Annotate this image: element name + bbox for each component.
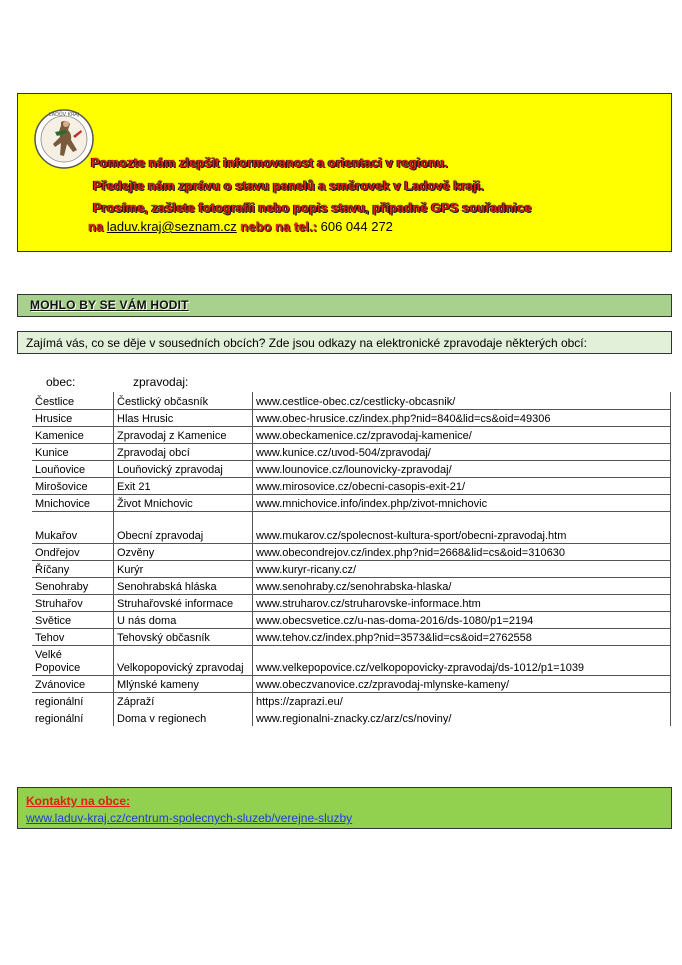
footer-title: Kontakty na obce: bbox=[26, 794, 131, 808]
table-row bbox=[32, 477, 671, 494]
cell-obec: Zvánovice bbox=[32, 675, 114, 692]
cell-obec: Struhařov bbox=[32, 594, 114, 611]
cell-zpravodaj: Senohrabská hláska bbox=[114, 577, 253, 594]
table-row bbox=[32, 594, 671, 611]
banner-line-2: Předejte nám zprávu o stavu panelů a směrovek v Ladově kraji. bbox=[93, 178, 484, 193]
svg-text:LADŮV KRAJ: LADŮV KRAJ bbox=[48, 112, 80, 118]
cell-url[interactable]: www.obeczvanovice.cz/zpravodaj-mlynske-kameny/ bbox=[253, 675, 671, 692]
contacts-footer bbox=[17, 787, 672, 829]
cell-obec: Hrusice bbox=[32, 409, 114, 426]
cell-zpravodaj: Čestlický občasník bbox=[114, 392, 253, 409]
intro-bar bbox=[17, 331, 672, 354]
cell-url[interactable]: www.tehov.cz/index.php?nid=3573&lid=cs&oid=2762558 bbox=[253, 628, 671, 645]
cell-obec: Tehov bbox=[32, 628, 114, 645]
cell-obec: Ondřejov bbox=[32, 543, 114, 560]
contact-phone-label: nebo na tel.: bbox=[240, 219, 317, 234]
cell-url[interactable]: www.cestlice-obec.cz/cestlicky-obcasnik/ bbox=[253, 392, 671, 409]
table-row bbox=[32, 645, 671, 675]
section-title-bar bbox=[17, 294, 672, 317]
cell-url[interactable]: www.regionalni-znacky.cz/arz/cs/noviny/ bbox=[253, 709, 671, 726]
table-row bbox=[32, 692, 671, 709]
cell-zpravodaj: Struhařovské informace bbox=[114, 594, 253, 611]
table-row bbox=[32, 543, 671, 560]
table-row bbox=[32, 628, 671, 645]
ladov-kraj-seal-icon bbox=[33, 108, 95, 170]
table-row bbox=[32, 460, 671, 477]
cell-url[interactable]: www.obecondrejov.cz/index.php?nid=2668&lid=cs&oid=310630 bbox=[253, 543, 671, 560]
cell-obec: Velké Popovice bbox=[32, 645, 114, 675]
cell-obec: Čestlice bbox=[32, 392, 114, 409]
cell-zpravodaj: Život Mnichovic bbox=[114, 494, 253, 511]
cell-zpravodaj: Mlýnské kameny bbox=[114, 675, 253, 692]
table-row bbox=[32, 675, 671, 692]
cell-zpravodaj: U nás doma bbox=[114, 611, 253, 628]
contact-email-link[interactable]: laduv.kraj@seznam.cz bbox=[106, 219, 237, 234]
cell-url[interactable]: www.obeckamenice.cz/zpravodaj-kamenice/ bbox=[253, 426, 671, 443]
cell-url[interactable]: www.lounovice.cz/lounovicky-zpravodaj/ bbox=[253, 460, 671, 477]
cell-zpravodaj: Zpravodaj z Kamenice bbox=[114, 426, 253, 443]
contact-phone-value: 606 044 272 bbox=[320, 219, 393, 234]
cell-url[interactable]: www.kuryr-ricany.cz/ bbox=[253, 560, 671, 577]
cell-url[interactable]: www.obec-hrusice.cz/index.php?nid=840&lid=cs&oid=49306 bbox=[253, 409, 671, 426]
banner-line-1: Pomozte nám zlepšit informovanost a orientaci v regionu. bbox=[91, 155, 448, 170]
cell-zpravodaj: Kurýr bbox=[114, 560, 253, 577]
cell-obec: Kamenice bbox=[32, 426, 114, 443]
cell-url[interactable]: www.velkepopovice.cz/velkopopovicky-zpravodaj/ds-1012/p1=1039 bbox=[253, 645, 671, 675]
table-row bbox=[32, 409, 671, 426]
cell-zpravodaj: Velkopopovický zpravodaj bbox=[114, 645, 253, 675]
cell-obec: Senohraby bbox=[32, 577, 114, 594]
banner-line-3: Prosíme, zašlete fotografii nebo popis stavu, případně GPS souřadnice bbox=[93, 200, 532, 215]
cell-obec: Mnichovice bbox=[32, 494, 114, 511]
cell-obec: Mirošovice bbox=[32, 477, 114, 494]
section-title: MOHLO BY SE VÁM HODIT bbox=[30, 298, 189, 312]
footer-link[interactable]: www.laduv-kraj.cz/centrum-spolecnych-sluzeb/verejne-sluzby bbox=[26, 811, 353, 825]
column-header-zpravodaj: zpravodaj: bbox=[133, 375, 189, 389]
cell-obec: Říčany bbox=[32, 560, 114, 577]
table-row bbox=[32, 709, 671, 726]
column-header-obec: obec: bbox=[46, 375, 76, 389]
cell-url[interactable]: www.obecsvetice.cz/u-nas-doma-2016/ds-1080/p1=2194 bbox=[253, 611, 671, 628]
table-row bbox=[32, 511, 671, 543]
banner-contact-line bbox=[88, 219, 393, 234]
cell-zpravodaj: Doma v regionech bbox=[114, 709, 253, 726]
table-row bbox=[32, 443, 671, 460]
info-banner bbox=[17, 93, 672, 252]
cell-zpravodaj: Tehovský občasník bbox=[114, 628, 253, 645]
table-row bbox=[32, 426, 671, 443]
cell-obec: Louňovice bbox=[32, 460, 114, 477]
cell-zpravodaj: Louňovický zpravodaj bbox=[114, 460, 253, 477]
cell-zpravodaj: Ozvěny bbox=[114, 543, 253, 560]
cell-obec: regionální bbox=[35, 713, 84, 725]
cell-url[interactable]: www.senohraby.cz/senohrabska-hlaska/ bbox=[253, 577, 671, 594]
cell-obec: regionální bbox=[35, 696, 84, 708]
cell-url[interactable]: https://zaprazi.eu/ bbox=[253, 692, 671, 709]
intro-text: Zajímá vás, co se děje v sousedních obcích? Zde jsou odkazy na elektronické zpravodaje některých obcí: bbox=[26, 336, 587, 350]
cell-zpravodaj: Obecní zpravodaj bbox=[114, 511, 253, 543]
contact-na-label: na bbox=[88, 219, 104, 234]
table-row bbox=[32, 611, 671, 628]
cell-obec: Kunice bbox=[32, 443, 114, 460]
table-row bbox=[32, 392, 671, 409]
cell-obec: Mukařov bbox=[32, 511, 114, 543]
table-row bbox=[32, 577, 671, 594]
cell-url[interactable]: www.mnichovice.info/index.php/zivot-mnichovic bbox=[253, 494, 671, 511]
cell-zpravodaj: Zápraží bbox=[114, 692, 253, 709]
cell-zpravodaj: Hlas Hrusic bbox=[114, 409, 253, 426]
cell-url[interactable]: www.mirosovice.cz/obecni-casopis-exit-21/ bbox=[253, 477, 671, 494]
cell-zpravodaj: Zpravodaj obcí bbox=[114, 443, 253, 460]
cell-url[interactable]: www.mukarov.cz/spolecnost-kultura-sport/obecni-zpravodaj.htm bbox=[253, 511, 671, 543]
cell-url[interactable]: www.kunice.cz/uvod-504/zpravodaj/ bbox=[253, 443, 671, 460]
cell-url[interactable]: www.struharov.cz/struharovske-informace.htm bbox=[253, 594, 671, 611]
table-row bbox=[32, 494, 671, 511]
newsletter-table bbox=[32, 392, 671, 726]
table-row bbox=[32, 560, 671, 577]
cell-obec: Světice bbox=[32, 611, 114, 628]
cell-zpravodaj: Exit 21 bbox=[114, 477, 253, 494]
